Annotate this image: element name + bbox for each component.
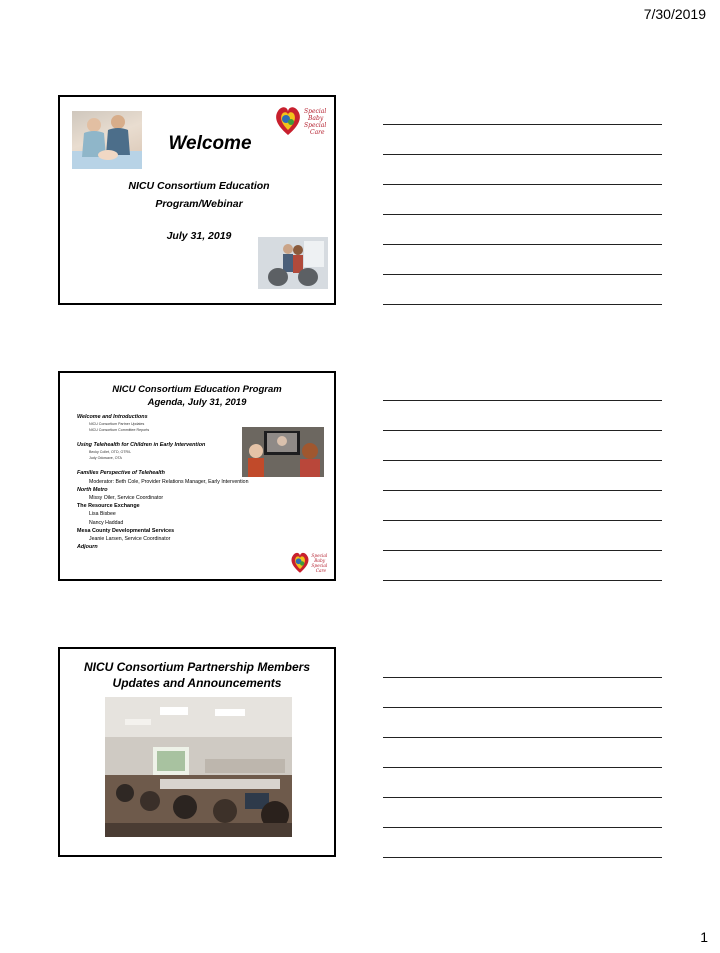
photo-parents-with-baby — [72, 111, 142, 169]
slide-agenda — [58, 371, 336, 581]
note-line — [383, 767, 662, 768]
note-line — [383, 400, 662, 401]
special-baby-special-care-logo — [290, 549, 330, 575]
logo-text-line1: Special — [311, 554, 328, 559]
agenda-subitem: NICU Consortium Partner Updates — [89, 422, 145, 427]
agenda-item-north-metro: North Metro — [77, 486, 108, 493]
note-line — [383, 244, 662, 245]
note-line — [383, 737, 662, 738]
photo-family-in-hospital — [258, 237, 328, 289]
slide-welcome — [58, 95, 336, 305]
note-line — [383, 304, 662, 305]
note-line — [383, 124, 662, 125]
agenda-item-welcome: Welcome and Introductions — [77, 414, 148, 420]
agenda-subitem: NICU Consortium Committee Reports — [89, 428, 150, 433]
slide-subtitle — [100, 177, 298, 213]
special-baby-special-care-logo — [274, 103, 330, 137]
agenda-person: Nancy Haddad — [89, 519, 124, 526]
page-number: 1 — [700, 929, 708, 945]
note-line — [383, 490, 662, 491]
slide-subtitle-line1: NICU Consortium Education — [128, 180, 270, 192]
note-line — [383, 214, 662, 215]
slide-title-line1: NICU Consortium Education Program — [112, 384, 282, 395]
logo-text-line1: Special — [304, 108, 327, 115]
note-line — [383, 827, 662, 828]
slide-partnership-updates — [58, 647, 336, 857]
note-line — [383, 857, 662, 858]
photo-meeting-room — [105, 697, 292, 837]
slide-title-line2: Updates and Announcements — [112, 676, 282, 690]
note-line — [383, 184, 662, 185]
logo-text-line2: Baby — [308, 115, 324, 122]
agenda-item-adjourn: Adjourn — [77, 544, 98, 551]
logo-text-line4: Care — [310, 129, 325, 136]
agenda-subitem: Judy Odowave, OTA — [89, 456, 122, 461]
slide-title — [60, 659, 334, 691]
note-line — [383, 550, 662, 551]
note-line — [383, 430, 662, 431]
note-line — [383, 520, 662, 521]
logo-text-line2: Baby — [314, 559, 326, 564]
note-line — [383, 274, 662, 275]
page-date: 7/30/2019 — [643, 6, 706, 22]
agenda-item-telehealth: Using Telehealth for Children in Early Intervention — [77, 442, 206, 449]
agenda-person: Missy Oiler, Service Coordinator — [89, 495, 164, 502]
note-line — [383, 154, 662, 155]
agenda-person: Jeanie Larsen, Service Coordinator — [89, 536, 171, 543]
note-line — [383, 580, 662, 581]
logo-text-line3: Special — [304, 122, 327, 129]
agenda-list — [77, 413, 277, 551]
slide-title: Welcome — [168, 133, 252, 154]
note-line — [383, 707, 662, 708]
slide-title-line1: NICU Consortium Partnership Members — [83, 660, 311, 674]
agenda-item-families: Families Perspective of Telehealth — [77, 470, 165, 477]
agenda-person: Lisa Bisbee — [89, 511, 116, 518]
slide-subtitle-line2: Program/Webinar — [155, 198, 243, 210]
note-line — [383, 797, 662, 798]
note-line — [383, 460, 662, 461]
slide-title — [60, 383, 334, 409]
slide-title-line2: Agenda, July 31, 2019 — [147, 397, 247, 408]
note-line — [383, 677, 662, 678]
agenda-item-resource-exchange: The Resource Exchange — [77, 503, 140, 510]
logo-text-line4: Care — [315, 569, 327, 574]
agenda-moderator: Moderator: Beth Cole, Provider Relations Manager, Early Intervention — [89, 478, 249, 485]
agenda-subitem: Becky Collet, OTD, OTR/L — [89, 450, 132, 455]
slide-date: July 31, 2019 — [166, 230, 232, 242]
agenda-item-mesa-county: Mesa County Developmental Services — [77, 527, 175, 534]
logo-text-line3: Special — [311, 564, 328, 569]
